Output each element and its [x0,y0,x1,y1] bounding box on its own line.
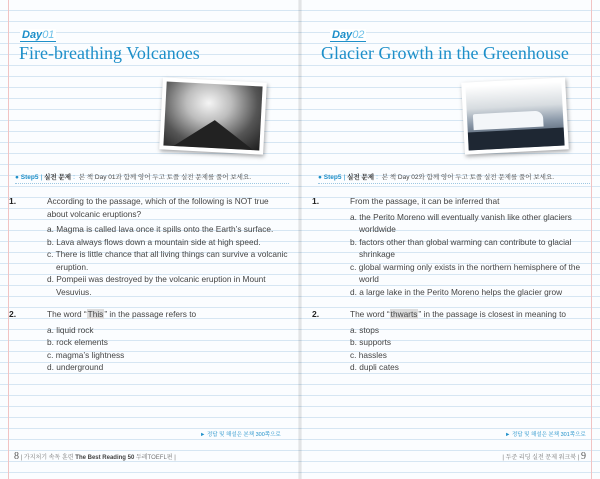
question-stem: From the passage, it can be inferred that [350,196,500,206]
option-b: b. rock elements [47,337,108,347]
step-header: ● Step5 | 실전 문제 : 본 책 Day 02와 함께 영어 두고 토플 실전 문제를 풀어 보세요. [318,174,555,181]
divider [15,183,289,184]
question-2: 2. The word “This” in the passage refers to a. liquid rock b. rock elements c. magma’s lightness d. underground [29,308,289,374]
option-list [332,324,587,374]
option-d: d. dupli cates [350,362,399,372]
option-a: a. liquid rock [47,324,94,335]
margin-line [8,0,9,479]
page-footer: 8 | 가지처기 속독 훈련 The Best Reading 50 두레TOEFL편 | [14,451,176,462]
question-stem: According to the passage, which of the following is NOT true about volcanic eruptions? [47,196,269,219]
option-d: d. a large lake in the Perito Moreno helps the glacier grow [350,286,563,297]
right-page [300,0,600,479]
answer-reference: ► 정답 및 해설은 본책 300쪽으로 [200,432,281,438]
volcano-photo [159,77,267,154]
option-b: b. supports [350,337,392,347]
option-c: c. magma’s lightness [47,349,125,360]
step-header: ● Step5 | 실전 문제 : 본 책 Day 01과 함께 영어 두고 토플 실전 문제를 풀어 보세요. [15,174,252,181]
option-a: a. stops [350,324,380,335]
option-c: c. global warming only exists in the northern hemisphere of the world [350,261,581,284]
option-b: b. Lava always flows down a mountain side at high speed. [47,236,261,247]
page-number: 9 [581,451,586,462]
option-d: d. Pompeii was destroyed by the volcanic eruption in Mount Vesuvius. [47,274,266,297]
option-list [29,223,289,298]
day-tag: Day01 [22,29,55,41]
option-a: a. the Perito Moreno will eventually vanish like other glaciers worldwide [350,211,572,234]
divider [318,183,590,184]
highlighted-word: thwarts [390,309,418,319]
page-title: Fire-breathing Volcanoes [19,43,200,63]
question-stem: The word “This” in the passage refers to [47,309,197,319]
option-c: c. There is little chance that all living things can survive a volcanic eruption. [47,249,288,272]
page-title: Glacier Growth in the Greenhouse [321,43,569,63]
page-number: 8 [14,451,19,462]
option-c: c. hassles [350,349,387,360]
margin-line [591,0,592,479]
answer-reference: ► 정답 및 해설은 본책 301쪽으로 [505,432,586,438]
option-b: b. factors other than global warming can contribute to glacial shrinkage [350,236,572,259]
glacier-photo [461,77,569,154]
highlighted-word: This [87,309,104,319]
question-2: 2. The word “thwarts” in the passage is closest in meaning to a. stops b. supports c. hassles d. dupli cates [332,308,587,374]
page-footer: | 두준 리딩 실전 문제 워크북 | 9 [502,451,586,462]
option-d: d. underground [47,362,104,372]
question-1: 1. From the passage, it can be inferred that a. the Perito Moreno will eventually vanish like other glaciers worldwide b. factors other than global warming can contribute to glacial shrinkage c. global warming only exists in the northern hemisphere of the world d. a large lake in the Perito Moreno helps the glacier grow [332,195,587,298]
option-list [29,324,289,374]
option-a: a. Magma is called lava once it spills onto the Earth’s surface. [47,224,274,234]
option-list [332,211,587,299]
day-tag: Day02 [332,29,365,41]
question-stem: The word “thwarts” in the passage is closest in meaning to [350,309,566,319]
question-1: 1. According to the passage, which of the following is NOT true about volcanic eruptions? a. Magma is called lava once it spills onto the Earth’s surface. b. Lava always flows down a mountain side at high speed. c. There is little chance that all living things can survive a volcanic eruption. d. Pompeii was destroyed by the volcanic eruption in Mount Vesuvius. [9,196,288,297]
gutter-shadow [298,0,302,479]
